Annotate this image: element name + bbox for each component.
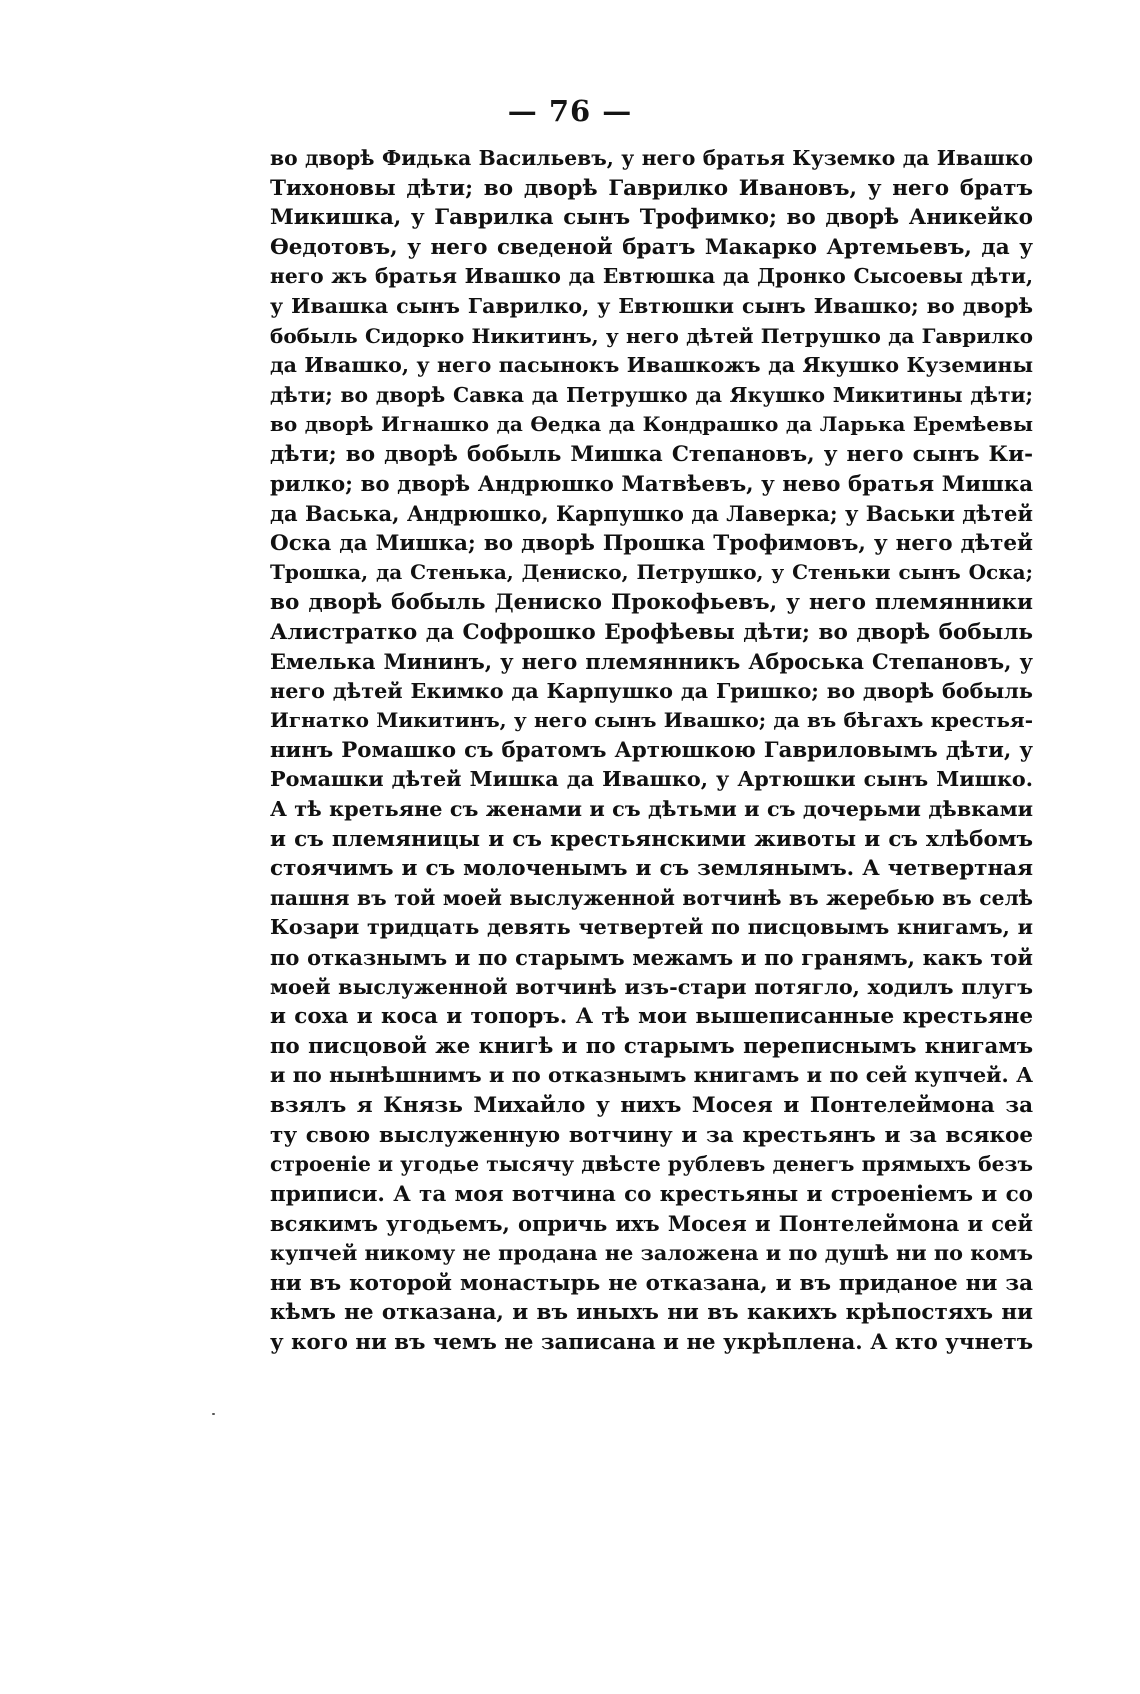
text-line: ту свою выслуженную вотчину и за крестьянъ и за всякое bbox=[270, 1122, 1033, 1148]
text-line: во дворѣ Фидька Васильевъ, у него братья Куземко да Ивашко bbox=[270, 146, 1033, 170]
text-line: бобыль Сидорко Никитинъ, у него дѣтей Петрушко да Гаврилко bbox=[270, 323, 1033, 348]
text-line: и съ племяницы и съ крестьянскими животы и съ хлѣбомъ bbox=[270, 826, 1033, 852]
text-line: него дѣтей Екимко да Карпушко да Гришко; во дворѣ бобыль bbox=[270, 678, 1033, 703]
text-line: и соха и коса и топоръ. А тѣ мои вышеписанные крестьяне bbox=[270, 1004, 1033, 1030]
text-line: Алистратко да Софрошко Ерофѣевы дѣти; во дворѣ бобыль bbox=[270, 619, 1033, 645]
body-text bbox=[270, 144, 1033, 1357]
text-line: дѣти; во дворѣ Савка да Петрушко да Якушко Микитины дѣти; bbox=[270, 382, 1033, 407]
text-line: дѣти; во дворѣ бобыль Мишка Степановъ, у него сынъ Ки- bbox=[270, 441, 1033, 467]
text-line: Игнатко Микитинъ, у него сынъ Ивашко; да въ бѣгахъ крестья- bbox=[270, 708, 1033, 733]
text-line: Емелька Мининъ, у него племянникъ Аброська Степановъ, у bbox=[270, 649, 1033, 675]
text-line: и по нынѣшнимъ и по отказнымъ книгамъ и по сей купчей. А bbox=[270, 1063, 1033, 1088]
text-line: строеніе и угодье тысячу двѣсте рублевъ денегъ прямыхъ безъ bbox=[270, 1152, 1033, 1177]
text-line: рилко; во дворѣ Андрюшко Матвѣевъ, у нево братья Мишка bbox=[270, 471, 1033, 497]
text-line: Оска да Мишка; во дворѣ Прошка Трофимовъ, у него дѣтей bbox=[270, 530, 1033, 556]
text-line: стоячимъ и съ молоченымъ и съ землянымъ. А четвертная bbox=[270, 856, 1033, 882]
text-line: по отказнымъ и по старымъ межамъ и по гранямъ, какъ той bbox=[270, 945, 1033, 971]
text-line: взялъ я Князь Михайло у нихъ Мосея и Понтелеймона за bbox=[270, 1093, 1033, 1118]
text-line: пашня въ той моей выслуженной вотчинѣ въ жеребью въ селѣ bbox=[270, 885, 1033, 910]
text-line: у Ивашка сынъ Гаврилко, у Евтюшки сынъ Ивашко; во дворѣ bbox=[270, 293, 1033, 318]
text-line: во дворѣ Игнашко да Ѳедка да Кондрашко да Ларька Еремѣевы bbox=[270, 412, 1033, 437]
text-line: да Васька, Андрюшко, Карпушко да Лаверка; у Васьки дѣтей bbox=[270, 501, 1033, 527]
text-line: Трошка, да Стенька, Дениско, Петрушко, у Стеньки сынъ Оска; bbox=[270, 560, 1033, 585]
text-line: купчей никому не продана не заложена и по душѣ ни по комъ bbox=[270, 1240, 1033, 1265]
text-line: А тѣ кретьяне съ женами и съ дѣтьми и съ дочерьми дѣвками bbox=[270, 797, 1033, 822]
page-number: — 76 — bbox=[507, 94, 633, 128]
text-line: во дворѣ бобыль Дениско Прокофьевъ, у него племянники bbox=[270, 589, 1033, 615]
text-line: у кого ни въ чемъ не записана и не укрѣплена. А кто учнетъ bbox=[270, 1329, 1033, 1355]
text-line: Ромашки дѣтей Мишка да Ивашко, у Артюшки сынъ Мишко. bbox=[270, 767, 1033, 792]
text-line: него жъ братья Ивашко да Евтюшка да Дронко Сысоевы дѣти, bbox=[270, 264, 1033, 289]
text-line: да Ивашко, у него пасынокъ Ивашкожъ да Якушко Куземины bbox=[270, 353, 1033, 378]
text-line: Козари тридцать девять четвертей по писцовымъ книгамъ, и bbox=[270, 915, 1033, 940]
text-line: кѣмъ не отказана, и въ иныхъ ни въ какихъ крѣпостяхъ ни bbox=[270, 1300, 1033, 1326]
text-line: всякимъ угодьемъ, опричь ихъ Мосея и Понтелеймона и сей bbox=[270, 1211, 1033, 1237]
text-line: моей выслуженной вотчинѣ изъ-стари потягло, ходилъ плугъ bbox=[270, 974, 1033, 999]
text-line: ни въ которой монастырь не отказана, и въ приданое ни за bbox=[270, 1270, 1033, 1296]
text-line: Тихоновы дѣти; во дворѣ Гаврилко Ивановъ, у него братъ bbox=[270, 175, 1033, 201]
text-line: Ѳедотовъ, у него сведеной братъ Макарко Артемьевъ, да у bbox=[270, 234, 1033, 260]
text-line: Микишка, у Гаврилка сынъ Трофимко; во дворѣ Аникейко bbox=[270, 205, 1033, 231]
text-line: приписи. А та моя вотчина со крестьяны и строеніемъ и со bbox=[270, 1181, 1033, 1207]
text-line: по писцовой же книгѣ и по старымъ переписнымъ книгамъ bbox=[270, 1033, 1033, 1059]
text-line: нинъ Ромашко съ братомъ Артюшкою Гавриловымъ дѣти, у bbox=[270, 737, 1033, 763]
scan-speck bbox=[212, 1413, 215, 1415]
